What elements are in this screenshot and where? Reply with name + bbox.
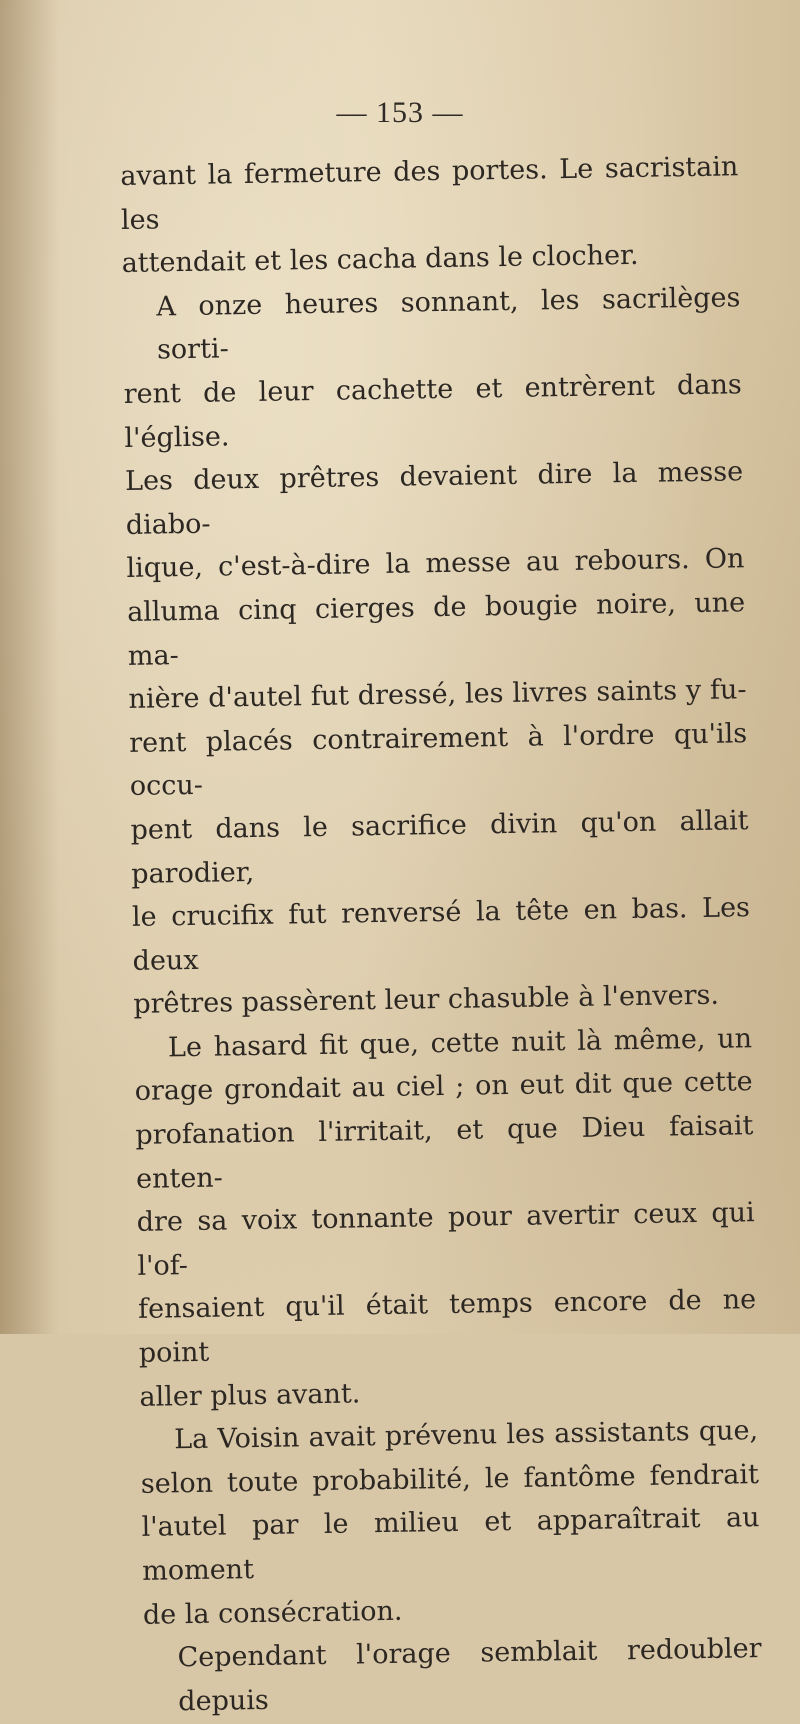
text-line-2: attendait et les cacha dans le clocher. bbox=[121, 240, 639, 280]
text-line-16: dre sa voix tonnante pour avertir ceux qui l'of- bbox=[136, 1197, 755, 1282]
text-line-1: avant la fermeture des portes. Le sacristain les bbox=[120, 151, 739, 236]
text-line-11: le crucifix fut renversé la tête en bas. Les deux bbox=[131, 892, 751, 977]
text-line-14: orage grondait au ciel ; on eut dit que cette bbox=[134, 1066, 753, 1108]
text-line-20: selon toute probabilité, le fantôme fendrait bbox=[140, 1458, 760, 1500]
text-line-3: A onze heures sonnant, les sacrilèges sorti- bbox=[156, 282, 741, 366]
text-line-12: prêtres passèrent leur chasuble à l'envers. bbox=[133, 979, 720, 1021]
text-line-18: aller plus avant. bbox=[139, 1378, 361, 1413]
page-edge-shadow bbox=[0, 0, 60, 1334]
text-line-5: Les deux prêtres devaient dire la messe diabo- bbox=[124, 456, 744, 541]
text-line-13: Le hasard fit que, cette nuit là même, un bbox=[167, 1023, 753, 1064]
text-line-19: La Voisin avait prévenu les assistants que, bbox=[173, 1415, 759, 1456]
text-line-23: Cependant l'orage semblait redoubler depuis bbox=[177, 1633, 762, 1718]
text-line-15: profanation l'irritait, et que Dieu faisait enten- bbox=[135, 1110, 754, 1195]
text-line-6: lique, c'est-à-dire la messe au rebours. On bbox=[126, 543, 745, 585]
text-line-7: alluma cinq cierges de bougie noire, une ma- bbox=[126, 587, 746, 672]
body-text bbox=[120, 145, 763, 1724]
text-line-8: nière d'autel fut dressé, les livres saints y fu- bbox=[128, 674, 747, 716]
text-line-4: rent de leur cachette et entrèrent dans l'église. bbox=[123, 369, 742, 454]
text-line-10: pent dans le sacrifice divin qu'on allait parodier, bbox=[130, 805, 749, 890]
text-line-22: de la consécration. bbox=[142, 1595, 403, 1631]
text-line-17: fensaient qu'il était temps encore de ne point bbox=[137, 1284, 757, 1369]
text-line-9: rent placés contrairement à l'ordre qu'ils occu- bbox=[128, 717, 748, 803]
page-number-header: — 153 — bbox=[336, 96, 464, 129]
text-line-21: l'autel par le milieu et apparaîtrait au moment bbox=[141, 1502, 760, 1587]
